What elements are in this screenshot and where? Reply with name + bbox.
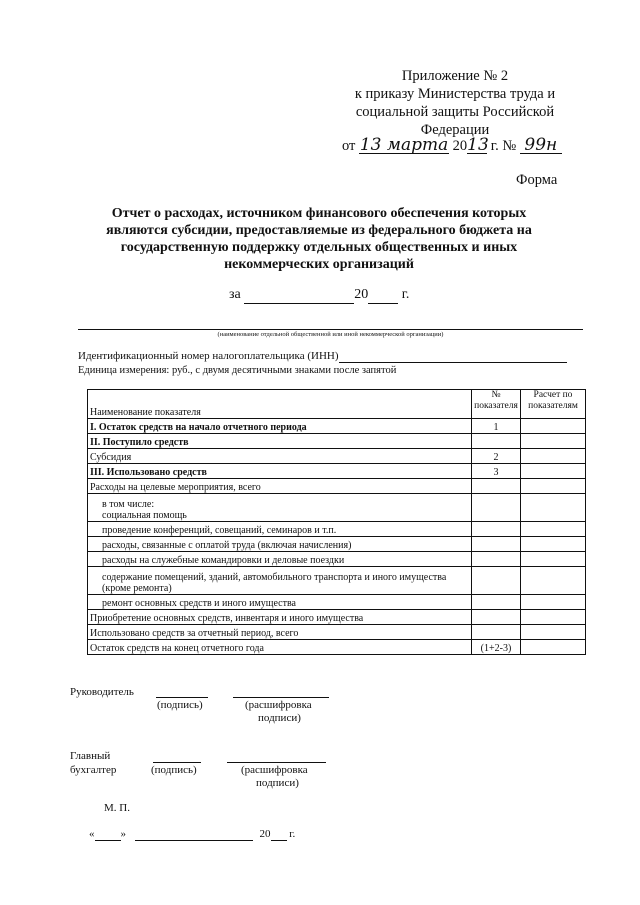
table-row <box>88 567 586 595</box>
row-calc <box>521 625 586 640</box>
date-close-quote: » <box>120 828 126 840</box>
head-sign-caption: (подпись) <box>157 699 203 711</box>
form-label: Форма <box>516 172 558 188</box>
table-row <box>88 434 586 449</box>
appendix-block <box>340 67 570 139</box>
date-year-prefix: 20 <box>259 828 271 840</box>
order-date-handwritten: 13 марта <box>359 135 449 155</box>
date-line <box>89 828 295 841</box>
period-year-prefix: 20 <box>354 287 369 302</box>
row-calc <box>521 522 586 537</box>
row-name: II. Поступило средств <box>88 434 472 449</box>
row-calc <box>521 479 586 494</box>
row-calc <box>521 610 586 625</box>
chief-decode-caption-2: подписи) <box>256 777 299 789</box>
order-number-label: г. № <box>490 138 517 154</box>
table-row <box>88 640 586 655</box>
row-name: Расходы на целевые мероприятия, всего <box>88 479 472 494</box>
inn-label: Идентификационный номер налогоплательщика (ИНН) <box>78 350 339 362</box>
header-calculation: Расчет по показателям <box>521 390 586 419</box>
row-number: 1 <box>472 419 521 434</box>
order-number-handwritten: 99н <box>520 137 562 154</box>
inn-line <box>78 350 567 363</box>
appendix-line: Федерации <box>420 122 490 138</box>
row-name: расходы на служебные командировки и деловые поездки <box>88 552 472 567</box>
head-label: Руководитель <box>70 686 134 698</box>
table-row <box>88 537 586 552</box>
header-indicator-name: Наименование показателя <box>88 390 472 419</box>
row-number: 3 <box>472 464 521 479</box>
date-open-quote: « <box>89 828 95 840</box>
chief-decode-line <box>227 762 326 763</box>
row-calc <box>521 494 586 522</box>
row-name: ремонт основных средств и иного имущества <box>88 595 472 610</box>
row-name: Субсидия <box>88 449 472 464</box>
row-name: содержание помещений, зданий, автомобильного транспорта и иного имущества (кроме ремонта) <box>88 567 472 595</box>
row-number <box>472 522 521 537</box>
org-name-line <box>78 329 583 330</box>
table-row <box>88 494 586 522</box>
date-year-suffix: г. <box>289 828 296 840</box>
date-day-blank <box>95 828 121 841</box>
date-year-blank <box>271 828 287 841</box>
row-calc <box>521 640 586 655</box>
chief-decode-caption: (расшифровка <box>241 764 308 776</box>
head-sign-line <box>156 697 208 698</box>
unit-label: Единица измерения: руб., с двумя десятичными знаками после запятой <box>78 365 397 376</box>
order-from-label: от <box>342 138 356 154</box>
row-calc <box>521 595 586 610</box>
document-title: Отчет о расходах, источником финансового обеспечения которых являются субсидии, предоставляемые из федерального бюджета на государственную поддержку отдельных общественных и иных некоммерческих организаций <box>106 206 532 272</box>
header-indicator-number: № показателя <box>472 390 521 419</box>
head-decode-caption: (расшифровка <box>245 699 312 711</box>
row-number <box>472 567 521 595</box>
table-row <box>88 522 586 537</box>
row-name: проведение конференций, совещаний, семинаров и т.п. <box>88 522 472 537</box>
order-year-prefix: 20 <box>452 138 468 154</box>
row-calc <box>521 419 586 434</box>
reporting-period <box>229 287 409 304</box>
chief-label-1: Главный <box>70 750 111 762</box>
inn-blank <box>339 350 567 363</box>
table-row <box>88 610 586 625</box>
stamp-label: М. П. <box>104 802 130 814</box>
row-number <box>472 552 521 567</box>
row-number <box>472 625 521 640</box>
row-number <box>472 610 521 625</box>
chief-sign-line <box>153 762 201 763</box>
row-calc <box>521 537 586 552</box>
report-table <box>87 389 586 655</box>
order-date-line <box>342 137 562 155</box>
appendix-line: социальной защиты Российской <box>355 104 555 120</box>
row-number <box>472 595 521 610</box>
row-calc <box>521 567 586 595</box>
table-row <box>88 449 586 464</box>
row-number: 2 <box>472 449 521 464</box>
table-header-row <box>88 390 586 419</box>
order-year-handwritten: 13 <box>467 135 489 155</box>
table-row <box>88 595 586 610</box>
row-name: расходы, связанные с оплатой труда (включая начисления) <box>88 537 472 552</box>
row-number <box>472 434 521 449</box>
row-name: Использовано средств за отчетный период, всего <box>88 625 472 640</box>
row-name: Приобретение основных средств, инвентаря и иного имущества <box>88 610 472 625</box>
head-decode-line <box>233 697 329 698</box>
period-year-suffix: г. <box>401 287 410 302</box>
date-month-blank <box>135 828 253 841</box>
table-row <box>88 625 586 640</box>
row-name: Остаток средств на конец отчетного года <box>88 640 472 655</box>
row-calc <box>521 449 586 464</box>
row-name: III. Использовано средств <box>88 464 472 479</box>
row-calc <box>521 464 586 479</box>
appendix-line: к приказу Министерства труда и <box>354 86 556 102</box>
org-name-caption: (наименование отдельной общественной или иной некоммерческой организации) <box>217 331 444 338</box>
row-calc <box>521 552 586 567</box>
row-name: в том числе: социальная помощь <box>88 494 472 522</box>
period-blank <box>244 287 354 304</box>
table-row <box>88 419 586 434</box>
chief-sign-caption: (подпись) <box>151 764 197 776</box>
row-number <box>472 479 521 494</box>
chief-label-2: бухгалтер <box>70 764 117 776</box>
row-name: I. Остаток средств на начало отчетного периода <box>88 419 472 434</box>
period-year-blank <box>368 287 398 304</box>
row-number: (1+2-3) <box>472 640 521 655</box>
table-row <box>88 479 586 494</box>
table-row <box>88 464 586 479</box>
head-decode-caption-2: подписи) <box>258 712 301 724</box>
row-number <box>472 537 521 552</box>
appendix-line: Приложение № 2 <box>401 68 509 84</box>
row-calc <box>521 434 586 449</box>
period-prefix: за <box>229 287 241 302</box>
row-number <box>472 494 521 522</box>
table-row <box>88 552 586 567</box>
